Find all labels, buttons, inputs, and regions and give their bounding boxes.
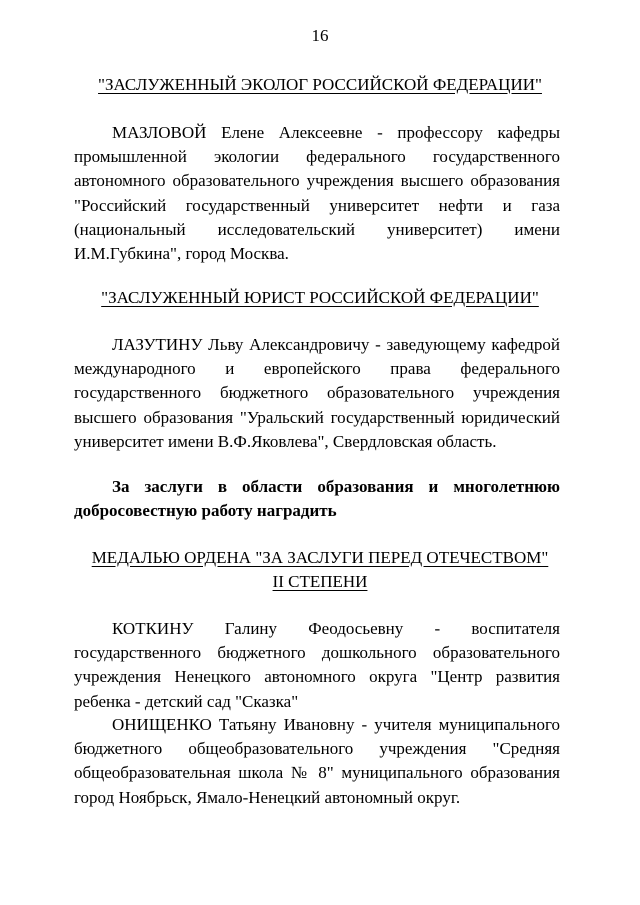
award-intro-text: За заслуги в области образования и многолетнюю добросовестную работу наградить — [74, 477, 560, 521]
award-entry-mazlova — [74, 121, 560, 266]
section-heading-jurist — [60, 287, 580, 309]
section-heading-jurist-text: "ЗАСЛУЖЕННЫЙ ЮРИСТ РОССИЙСКОЙ ФЕДЕРАЦИИ" — [101, 288, 539, 307]
section-heading-ecolog-text: "ЗАСЛУЖЕННЫЙ ЭКОЛОГ РОССИЙСКОЙ ФЕДЕРАЦИИ" — [98, 75, 542, 94]
section-heading-medal-line1: МЕДАЛЬЮ ОРДЕНА "ЗА ЗАСЛУГИ ПЕРЕД ОТЕЧЕСТВОМ" — [91, 548, 549, 567]
section-heading-ecolog — [60, 74, 580, 96]
award-entry-kotkina-text: КОТКИНУ Галину Феодосьевну - воспитателя государственного бюджетного дошкольного образовательного учреждения Ненецкого автономного округа "Центр развития ребенка - детский сад "Сказка" — [74, 619, 560, 711]
award-entry-mazlova-text: МАЗЛОВОЙ Елене Алексеевне - профессору кафедры промышленной экологии федерального государственного автономного образовательного учреждения высшего образования "Российский государственный университет нефти и газа (национальный исследовательский университет) имени И.М.Губкина", город Москва. — [74, 123, 560, 264]
award-entry-kotkina — [74, 617, 560, 714]
section-heading-medal — [60, 547, 580, 569]
award-entry-onishchenko — [74, 713, 560, 810]
award-intro — [74, 475, 560, 523]
award-entry-lazutin — [74, 333, 560, 454]
award-entry-onishchenko-text: ОНИЩЕНКО Татьяну Ивановну - учителя муниципального бюджетного общеобразовательного учреждения "Средняя общеобразовательная школа № 8" муниципального образования город Ноябрьск, Ямало-Ненецкий автономный округ. — [74, 715, 560, 807]
section-heading-medal-degree — [60, 571, 580, 593]
section-heading-medal-line2: II СТЕПЕНИ — [272, 572, 368, 591]
page-number: 16 — [311, 26, 329, 45]
award-entry-lazutin-text: ЛАЗУТИНУ Льву Александровичу - заведующему кафедрой международного и европейского права федерального государственного бюджетного образовательного учреждения высшего образования "Уральский государственный юридический университет имени В.Ф.Яковлева", Свердловская область. — [74, 335, 560, 451]
